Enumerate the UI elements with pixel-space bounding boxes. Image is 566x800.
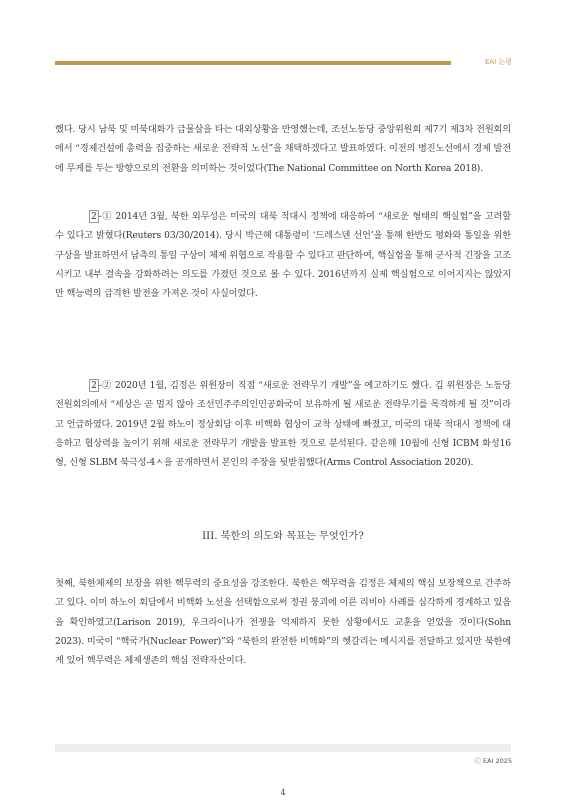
header-label: EAI 논평 <box>484 58 512 66</box>
reference-marker: 2 <box>91 211 97 222</box>
page-number: 4 <box>280 788 286 797</box>
paragraph-intro-continuation <box>55 120 511 178</box>
reference-marker: 2 <box>91 380 97 391</box>
paragraph-text: 첫째, 북한체제의 보장을 위한 핵무력의 중요성을 강조한다. 북한은 핵무력을 김정은 체제의 핵심 보장책으로 간주하고 있다. 이미 하노이 회담에서 비핵화 노선을 선택함으로써 정권 붕괴에 이른 리비아 사례를 심각하게 경계하고 있음을 확인하였고(Larison 2019), 우크라이나가 전쟁을 억제하지 못한 상황에서도 교훈을 얻었을 것이다(Sohn 2023). 미국이 “핵국가(Nuclear Power)”와 “북한의 완전한 비핵화”의 헷갈리는 메시지를 전달하고 있지만 북한에게 있어 핵무력은 체제생존의 핵심 전략자산이다. <box>55 578 511 667</box>
paragraph-first-point <box>55 574 511 670</box>
copyright-notice: ⓒ EAI 2025 <box>474 757 512 765</box>
paragraph-text: -② 2020년 1월, 김정은 위원장이 직접 “새로운 전략무기 개발”을 예고하기도 했다. 김 위원장은 노동당 전원회의에서 “세상은 곧 멀지 않아 조선민주주의인민공화국이 보유하게 될 새로운 전략무기를 목격하게 될 것”이라고 언급하였다. 2019년 2월 하노이 정상회담 이후 비핵화 협상이 교착 상태에 빠졌고, 미국의 대북 적대시 정책에 대응하고 협상력을 높이기 위해 새로운 전략무기 개발을 발표한 것으로 분석된다. 같은해 10월에 신형 ICBM 화성16형, 신형 SLBM 북극성-4ㅅ을 공개하면서 본인의 주장을 뒷받침했다(Arms Control Association 2020). <box>55 380 511 469</box>
paragraph-2-2 <box>55 376 511 472</box>
paragraph-text: 했다. 당시 남북 및 미북대화가 급물살을 타는 대외상황을 반영했는데, 조선노동당 중앙위원회 제7기 제3차 전원회의에서 “경제건설에 총력을 집중하는 새로운 전략적 노선”을 채택하겠다고 발표하였다. 이전의 병진노선에서 경제 발전에 무게를 두는 방향으로의 전환을 의미하는 것이었다(The National Committee on North Korea 2018). <box>55 124 511 174</box>
paragraph-2-1 <box>55 207 511 303</box>
paragraph-text: -① 2014년 3월, 북한 외무성은 미국의 대북 적대시 정책에 대응하여 “새로운 형태의 핵실험”을 고려할 수 있다고 밝혔다(Reuters 03/30/2014). 당시 박근혜 대통령이 ‘드레스덴 선언’을 통해 한반도 평화와 통일을 위한 구상을 발표하면서 남측의 통일 구상이 체제 위협으로 작용할 수 있다고 판단하여, 핵실험을 통해 군사적 긴장을 고조시키고 내부 결속을 강화하려는 의도를 가졌던 것으로 볼 수 있다. 2016년까지 실제 핵실험으로 이어지지는 않았지만 핵능력의 급격한 발전을 가져온 것이 사실이었다. <box>55 211 511 300</box>
section-title: III. 북한의 의도와 목표는 무엇인가? <box>202 531 364 542</box>
header-rule <box>55 61 451 65</box>
footer-rule <box>55 744 511 752</box>
